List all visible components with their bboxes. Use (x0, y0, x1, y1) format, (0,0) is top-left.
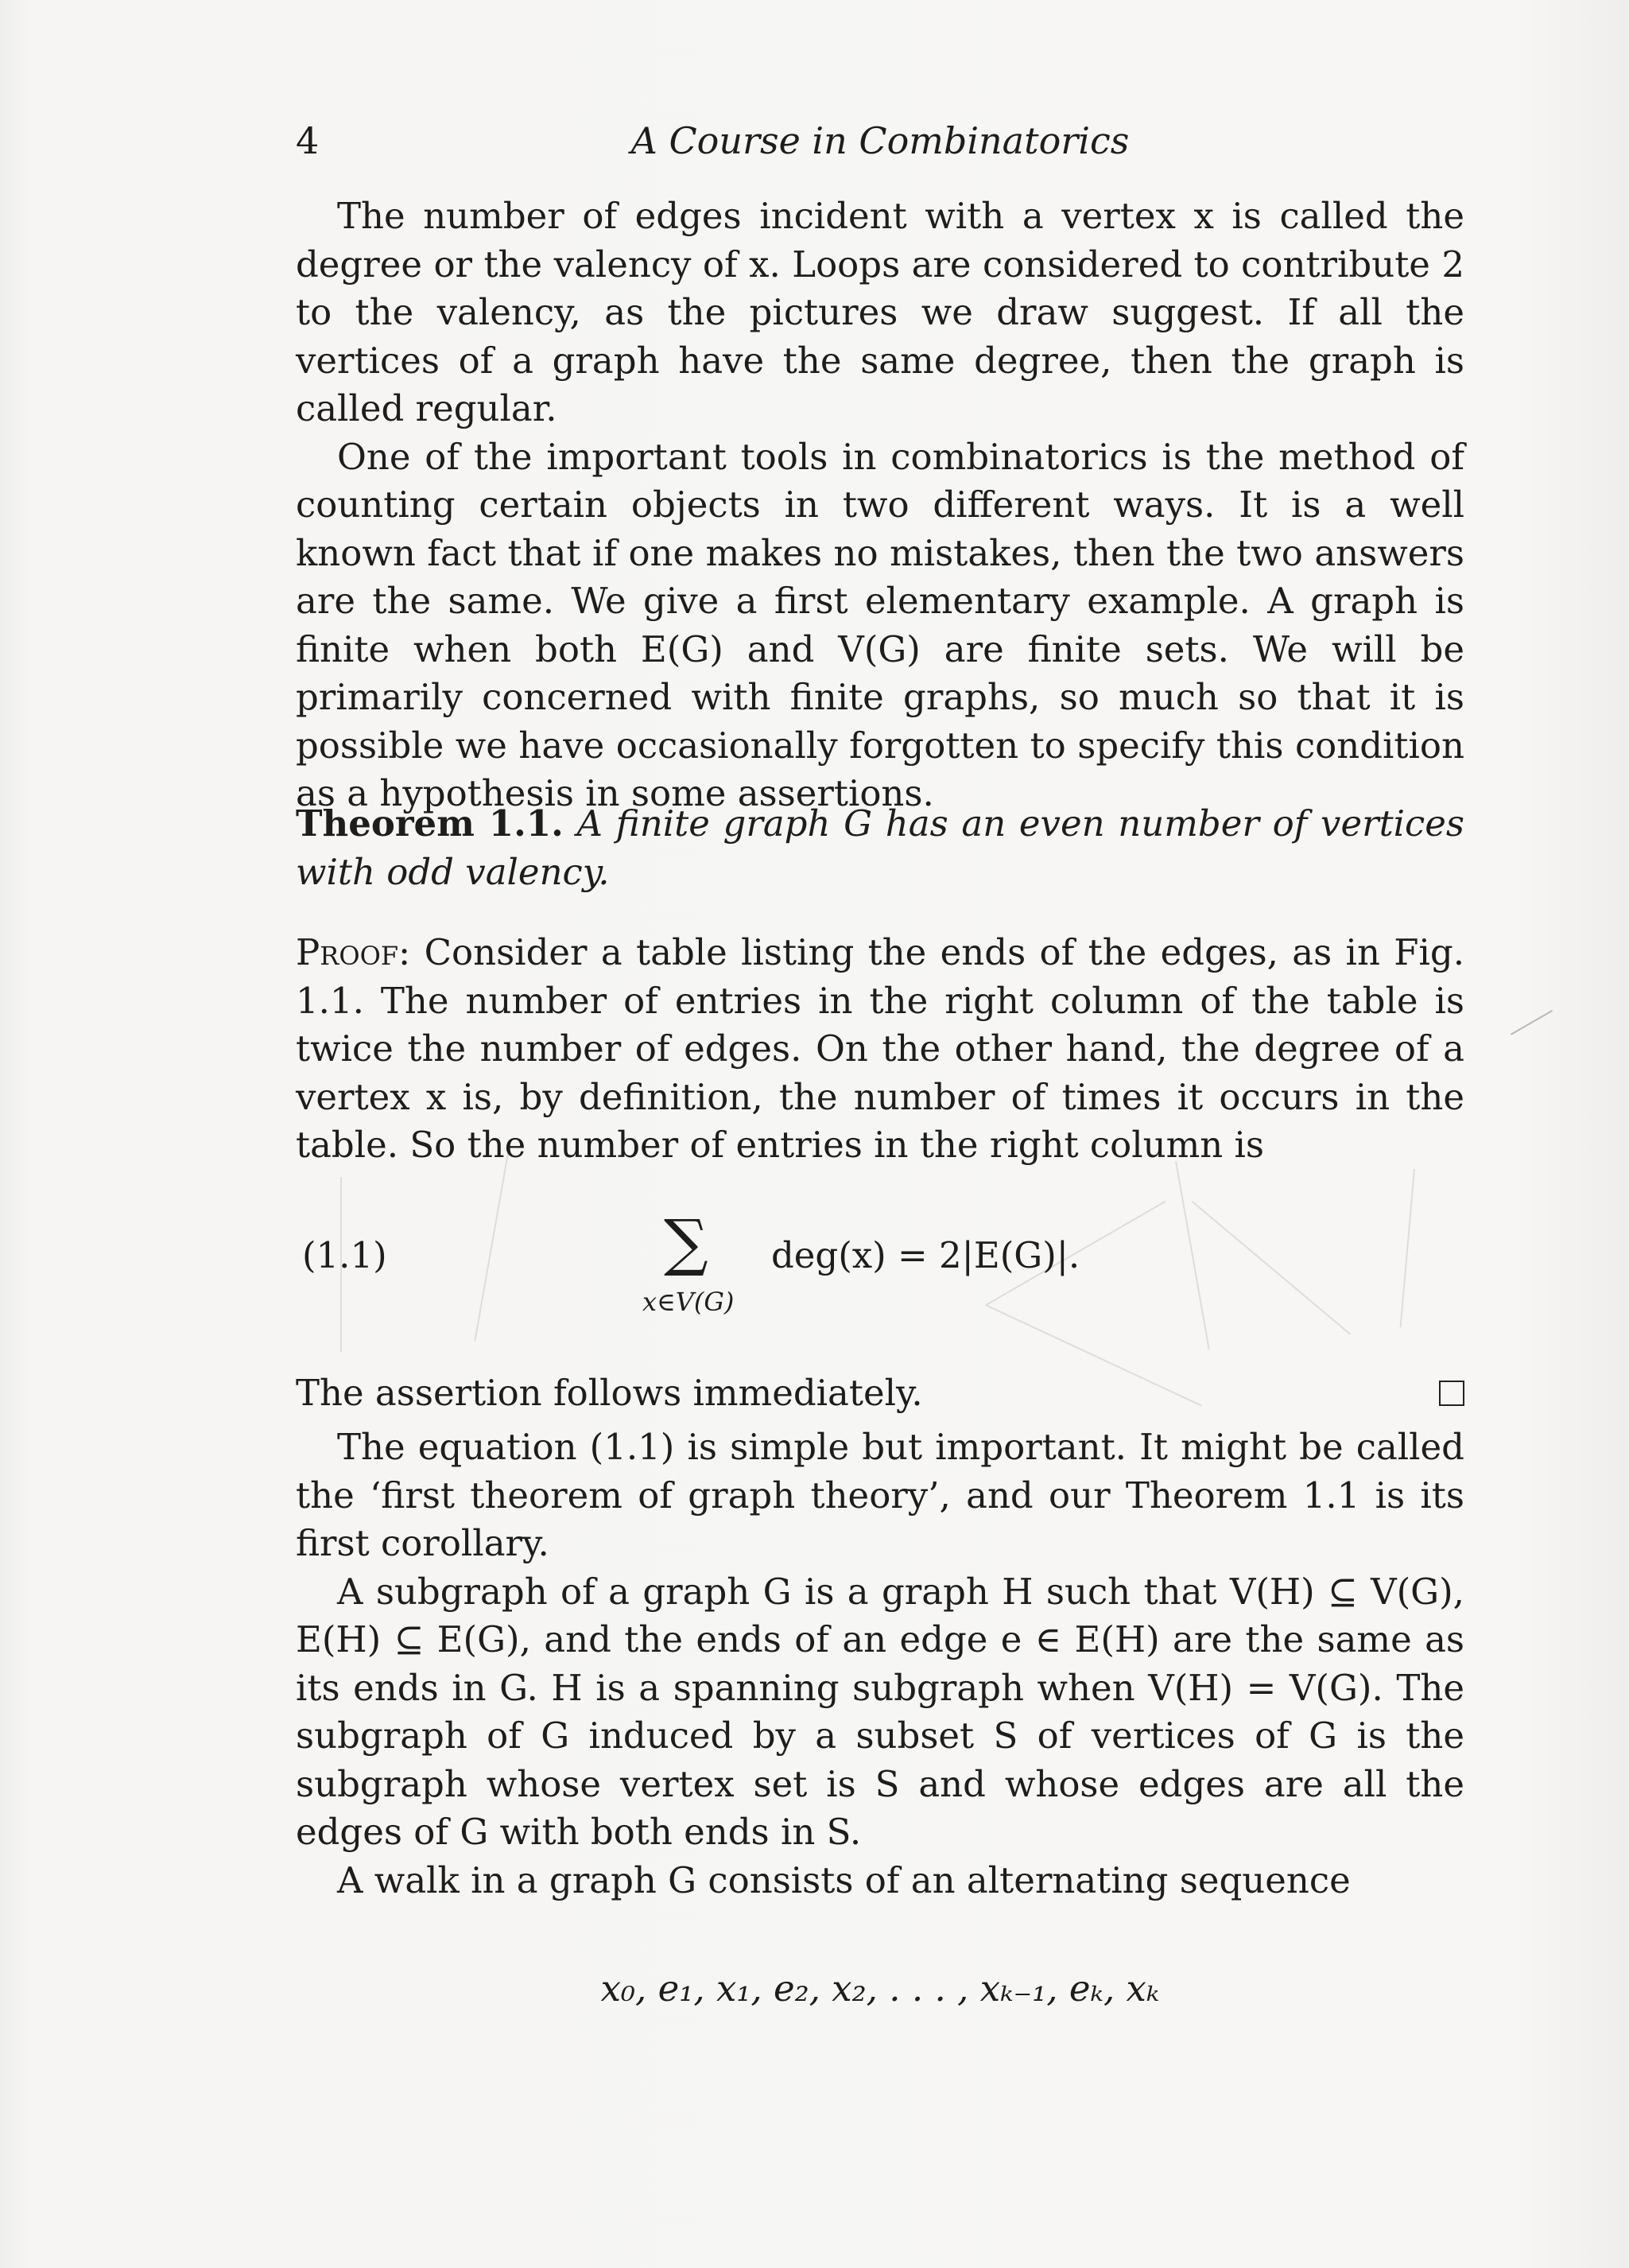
equation-1-1 (302, 1207, 1464, 1318)
sum-symbol: ∑ (664, 1207, 708, 1279)
theorem-statement: A finite graph G has an even number of vertices with odd valency. (296, 802, 1464, 893)
equation-body: deg(x) = 2|E(G)|. (771, 1234, 1080, 1276)
paragraph-counting: One of the important tools in combinatorics is the method of counting certain objects in two different ways. It is a well known fact that if one makes no mistakes, then the two answers are the same. We give a first elementary example. A graph is finite when both E(G) and V(G) are finite sets. We will be primarily concerned with finite graphs, so much so that it is possible we have occasionally forgotten to specify this condition as a hypothesis in some assertions. (296, 435, 1464, 814)
theorem-1-1 (296, 800, 1464, 896)
paragraph-walk: A walk in a graph G consists of an alternating sequence (337, 1858, 1351, 1901)
pencil-mark (1511, 1010, 1553, 1035)
qed-box-icon (1439, 1381, 1464, 1406)
page-number: 4 (296, 119, 320, 162)
body-text-block-1 (296, 192, 1464, 818)
proof-conclusion (296, 1369, 1464, 1418)
book-title: A Course in Combinatorics (630, 119, 1130, 162)
conclusion-text: The assertion follows immediately. (296, 1372, 923, 1414)
sum-subscript: x∈V(G) (642, 1287, 735, 1317)
proof-block (296, 929, 1464, 1170)
proof-text: Consider a table listing the ends of the edges, as in Fig. 1.1. The number of entries in the right column of the table is twice the number of edges. On the other hand, the degree of a vertex x is, by definition, the number of times it occurs in the table. So the number of entries in the right column is (296, 931, 1464, 1166)
body-text-block-2 (296, 1423, 1464, 1905)
walk-sequence: x₀, e₁, x₁, e₂, x₂, . . . , xₖ₋₁, eₖ, xₖ (600, 1967, 1160, 2010)
paragraph-subgraph: A subgraph of a graph G is a graph H such that V(H) ⊆ V(G), E(H) ⊆ E(G), and the ends of an edge e ∈ E(H) are the same as its ends in G. H is a spanning subgraph when V(H) = V(G). The subgraph of G induced by a subset S of vertices of G is the subgraph whose vertex set is S and whose edges are all the edges of G with both ends in S. (296, 1570, 1464, 1853)
paragraph-first-theorem: The equation (1.1) is simple but important. It might be called the ‘first theorem of graph theory’, and our Theorem 1.1 is its first corollary. (296, 1426, 1464, 1564)
theorem-label: Theorem 1.1. (296, 802, 564, 845)
paragraph-degree: The number of edges incident with a vertex x is called the degree or the valency of x. Loops are considered to contribute 2 to the valency, as the pictures we draw suggest. If all the vertices of a graph have the same degree, then the graph is called regular. (296, 195, 1464, 429)
proof-label: Proof: (296, 931, 411, 973)
equation-label: (1.1) (302, 1234, 387, 1276)
running-head (296, 111, 1464, 167)
